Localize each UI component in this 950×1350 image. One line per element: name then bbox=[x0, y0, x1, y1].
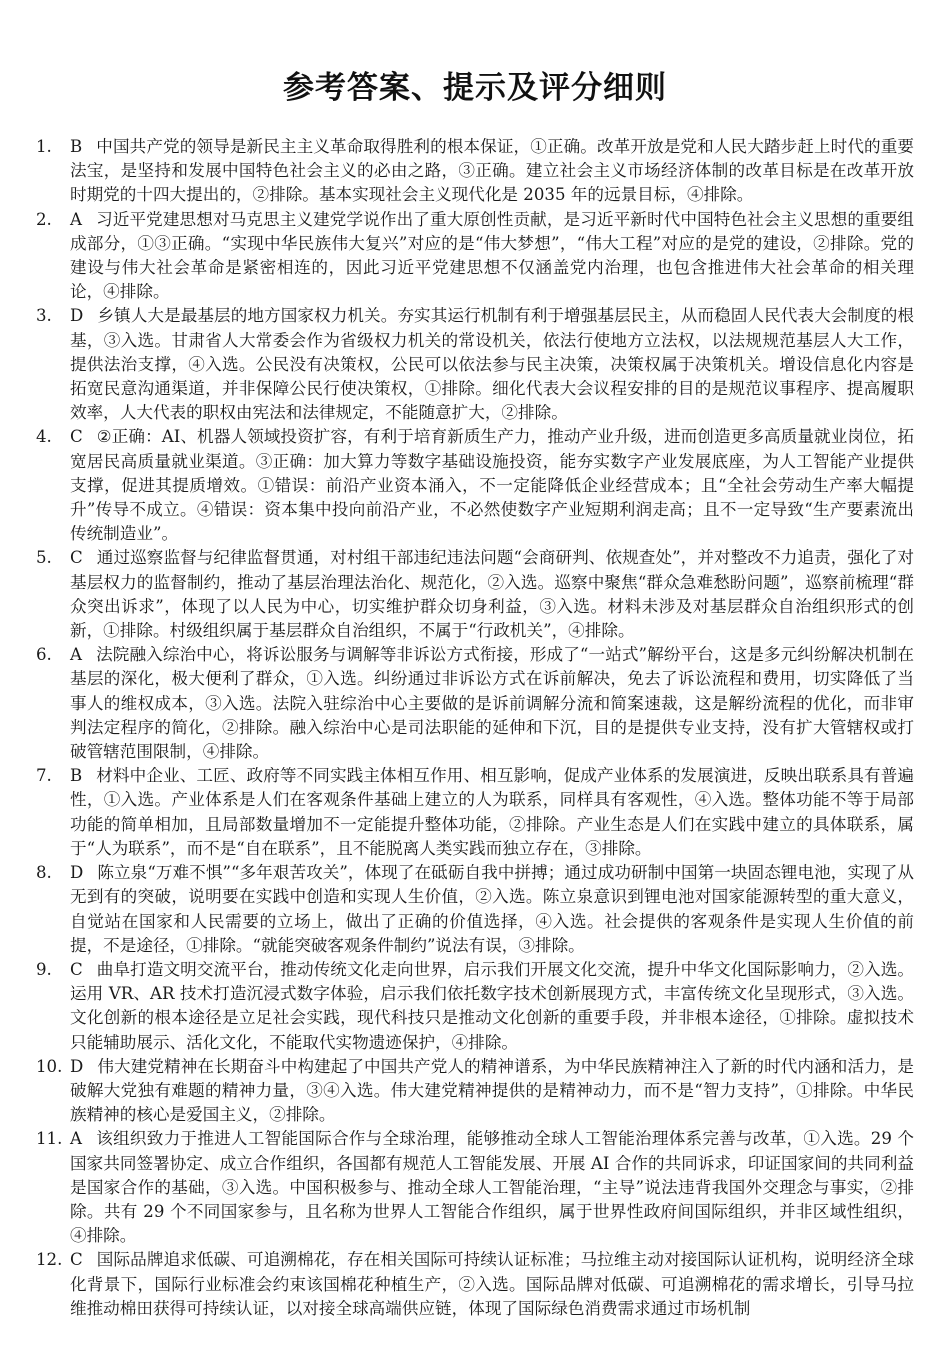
answer-explanation: ②正确：AI、机器人领域投资扩容，有利于培育新质生产力，推动产业升级，进而创造更多高质量就业岗位，拓宽居民高质量就业渠道。③正确：加大算力等数字基础设施投资，能夯实数字产业发展底座，为人工智能产业提供支撑，促进其提质增效。①错误：前沿产业资本涌入，不一定能降低企业经营成本；且“全社会劳动生产率大幅提升”传导不成立。④错误：资本集中投向前沿产业，不必然使数字产业短期利润走高；且不一定导致“生产要素流出传统制造业”。 bbox=[70, 427, 914, 544]
answer-explanation: 该组织致力于推进人工智能国际合作与全球治理，能够推动全球人工智能治理体系完善与改革，①入选。29 个国家共同签署协定、成立合作组织，各国都有规范人工智能发展、开展 AI 合作的共同诉求，印证国家间的共同利益是国家合作的基础，③入选。中国积极参与、推动全球人工智能治理，“主导”说法违背我国外交理念与事实，②排除。共有 29 个不同国家参与，且名称为世界人工智能合作组织，属于世界性政府间国际组织，并非区域性组织，④排除。 bbox=[70, 1129, 914, 1246]
answer-item-6 bbox=[36, 643, 914, 764]
answer-number: 10. bbox=[36, 1056, 63, 1076]
answer-number: 12. bbox=[36, 1250, 63, 1270]
answer-item-3 bbox=[36, 304, 914, 425]
answer-number: 1. bbox=[36, 137, 52, 156]
answer-item-5 bbox=[36, 546, 914, 643]
answer-explanation: 陈立泉“万难不惧”“多年艰苦攻关”，体现了在砥砺自我中拼搏；通过成功研制中国第一块固态锂电池，实现了从无到有的突破，说明要在实践中创造和实现人生价值，②入选。陈立泉意识到锂电池对国家能源转型的重大意义，自觉站在国家和人民需要的立场上，做出了正确的价值选择，④入选。社会提供的客观条件是实现人生价值的前提，不是途径，①排除。“就能突破客观条件制约”说法有误，③排除。 bbox=[70, 863, 914, 955]
answer-key: C bbox=[70, 427, 83, 447]
answer-number: 2. bbox=[36, 209, 52, 229]
answer-key: C bbox=[70, 959, 83, 979]
answer-explanation: 法院融入综治中心，将诉讼服务与调解等非诉讼方式衔接，形成了“一站式”解纷平台，这是多元纠纷解决机制在基层的深化，极大便利了群众，①入选。纠纷通过非诉讼方式在诉前解决，免去了诉讼流程和费用，切实降低了当事人的维权成本，③入选。法院入驻综治中心主要做的是诉前调解分流和简案速裁，这是解纷流程的优化，而非审判法定程序的简化，②排除。融入综治中心是司法职能的延伸和下沉，目的是提供专业支持，没有扩大管辖权或打破管辖范围限制，④排除。 bbox=[70, 645, 914, 762]
answer-explanation: 习近平党建思想对马克思主义建党学说作出了重大原创性贡献，是习近平新时代中国特色社会主义思想的重要组成部分，①③正确。“实现中华民族伟大复兴”对应的是“伟大梦想”，“伟大工程”对应的是党的建设，②排除。党的建设与伟大社会革命是紧密相连的，因此习近平党建思想不仅涵盖党内治理，也包含推进伟大社会革命的相关理论，④排除。 bbox=[70, 209, 914, 302]
answer-key: A bbox=[70, 645, 82, 665]
answer-key: C bbox=[70, 1250, 83, 1270]
answer-item-4 bbox=[36, 425, 914, 546]
answer-explanation: 通过巡察监督与纪律监督贯通，对村组干部违纪违法问题“会商研判、依规查处”，并对整改不力追责，强化了对基层权力的监督制约，推动了基层治理法治化、规范化，②入选。巡察中聚焦“群众急难愁盼问题”，巡察前梳理“群众突出诉求”，体现了以人民为中心，切实维护群众切身利益，③入选。材料未涉及对基层群众自治组织形式的创新，①排除。村级组织属于基层群众自治组织，不属于“行政机关”，④排除。 bbox=[70, 548, 914, 641]
answer-key: B bbox=[70, 137, 83, 156]
answer-key: A bbox=[70, 209, 82, 229]
answer-number: 9. bbox=[36, 959, 52, 979]
answer-item-11 bbox=[36, 1127, 914, 1248]
answer-explanation: 曲阜打造文明交流平台，推动传统文化走向世界，启示我们开展文化交流，提升中华文化国际影响力，②入选。运用 VR、AR 技术打造沉浸式数字体验，启示我们依托数字技术创新展现方式，丰富传统文化呈现形式，③入选。文化创新的根本途径是立足社会实践，现代科技只是推动文化创新的重要手段，并非根本途径，①排除。虚拟技术只能辅助展示、活化文化，不能取代实物遗迹保护，④排除。 bbox=[70, 959, 914, 1052]
answer-number: 3. bbox=[36, 306, 52, 326]
answer-number: 4. bbox=[36, 427, 52, 447]
answer-key: D bbox=[70, 863, 84, 883]
answer-explanation: 材料中企业、工匠、政府等不同实践主体相互作用、相互影响，促成产业体系的发展演进，反映出联系具有普遍性，①入选。产业体系是人们在客观条件基础上建立的人为联系，同样具有客观性，④入选。整体功能不等于局部功能的简单相加，且局部数量增加不一定能提升整体功能，②排除。产业生态是人们在实践中建立的具体联系，属于“人为联系”，而不是“自在联系”，且不能脱离人类实践而独立存在，③排除。 bbox=[70, 766, 914, 858]
answer-item-12 bbox=[36, 1248, 914, 1321]
answer-number: 8. bbox=[36, 863, 52, 883]
answer-item-1 bbox=[36, 135, 914, 208]
answer-item-7 bbox=[36, 764, 914, 861]
answer-key: B bbox=[70, 766, 83, 786]
answer-item-8 bbox=[36, 861, 914, 958]
answer-list bbox=[36, 135, 914, 1321]
answer-key: D bbox=[70, 306, 84, 326]
answer-number: 5. bbox=[36, 548, 52, 568]
answer-key: C bbox=[70, 548, 83, 568]
answer-number: 7. bbox=[36, 766, 52, 786]
answer-item-2 bbox=[36, 208, 914, 305]
answer-item-9 bbox=[36, 958, 914, 1055]
answer-explanation: 乡镇人大是最基层的地方国家权力机关。夯实其运行机制有利于增强基层民主，从而稳固人民代表大会制度的根基，③入选。甘肃省人大常委会作为省级权力机关的常设机关，依法行使地方立法权，以法规规范基层人大工作，提供法治支撑，④入选。公民没有决策权，公民可以依法参与民主决策，决策权属于决策机关。增设信息化内容是拓宽民意沟通渠道，并非保障公民行使决策权，①排除。细化代表大会议程安排的目的是规范议事程序、提高履职效率，人大代表的职权由宪法和法律规定，不能随意扩大，②排除。 bbox=[70, 306, 914, 423]
answer-number: 11. bbox=[36, 1129, 63, 1149]
answer-explanation: 伟大建党精神在长期奋斗中构建起了中国共产党人的精神谱系，为中华民族精神注入了新的时代内涵和活力，是破解大党独有难题的精神力量，③④入选。伟大建党精神提供的是精神动力，而不是“智力支持”，①排除。中华民族精神的核心是爱国主义，②排除。 bbox=[70, 1056, 914, 1125]
answer-explanation: 中国共产党的领导是新民主主义革命取得胜利的根本保证，①正确。改革开放是党和人民大踏步赶上时代的重要法宝，是坚持和发展中国特色社会主义的必由之路，③正确。建立社会主义市场经济体制的改革目标是在改革开放时期党的十四大提出的，②排除。基本实现社会主义现代化是 2035 年的远景目标，④排除。 bbox=[70, 137, 914, 205]
answer-explanation: 国际品牌追求低碳、可追溯棉花，存在相关国际可持续认证标准；马拉维主动对接国际认证机构，说明经济全球化背景下，国际行业标准会约束该国棉花种植生产，②入选。国际品牌对低碳、可追溯棉花的需求增长，引导马拉维推动棉田获得可持续认证，以对接全球高端供应链，体现了国际绿色消费需求通过市场机制 bbox=[70, 1250, 914, 1318]
answer-key: D bbox=[70, 1056, 84, 1076]
answer-number: 6. bbox=[36, 645, 52, 665]
answer-key: A bbox=[70, 1129, 82, 1149]
answer-item-10 bbox=[36, 1055, 914, 1128]
page-title: 参考答案、提示及评分细则 bbox=[283, 70, 667, 106]
